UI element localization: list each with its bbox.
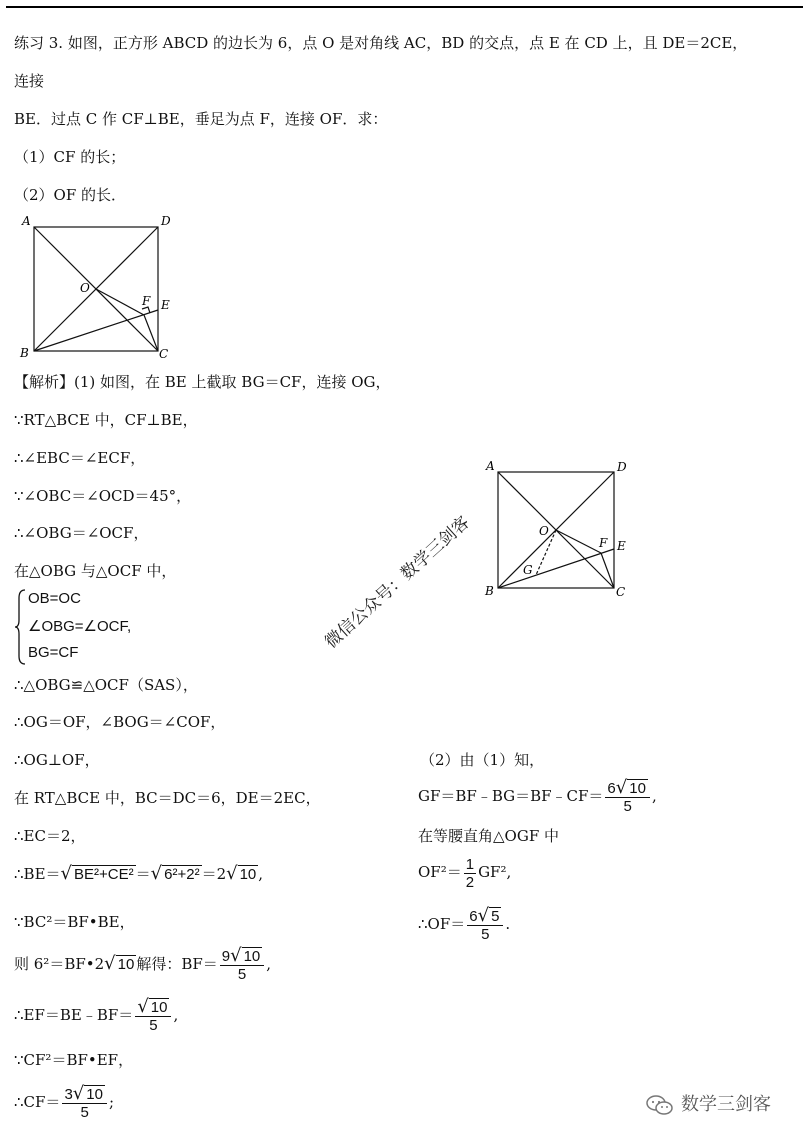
of2-prefix: OF²＝ (418, 863, 462, 881)
label-C: C (616, 585, 626, 599)
sqrt-symbol: √ (615, 777, 628, 798)
problem-line-1: 练习 3. 如图，正方形 ABCD 的边长为 6，点 O 是对角线 AC，BD 的交点，点 E 在 CD 上，且 DE＝2CE， (14, 34, 748, 52)
solution-line-9: ∴OG⊥OF， (14, 751, 100, 769)
num-radicand: 10 (150, 999, 168, 1016)
system-row-3: BG=CF (28, 644, 79, 661)
fraction-gf (605, 779, 650, 815)
system-row-2: ∠OBG=∠OCF, (28, 618, 132, 635)
fraction-cf (62, 1085, 107, 1121)
sqrt-symbol: √ (477, 905, 490, 926)
equals: ＝ (135, 865, 151, 883)
fraction-half (464, 856, 476, 891)
fraction-of (467, 907, 503, 943)
period: . (505, 915, 511, 933)
sqrt-symbol: √ (230, 945, 242, 966)
comma: , (651, 787, 657, 805)
ef-prefix: ∴EF＝BE﹣BF＝ (14, 1006, 134, 1024)
figure-square-2 (482, 458, 632, 603)
watermark-text: 微信公众号：数学三剑客 (321, 512, 474, 653)
label-E: E (617, 539, 626, 553)
be-prefix: ∴BE＝ (14, 865, 61, 883)
solution-line-14 (14, 944, 271, 985)
solution-line-11: ∴EC＝2， (14, 827, 86, 845)
fraction-ef (135, 998, 171, 1034)
sqrt-symbol: √ (104, 953, 116, 974)
num-radicand: 10 (86, 1086, 103, 1103)
num-coef: 6 (469, 908, 478, 925)
label-C: C (159, 347, 169, 361)
num-coef: 9 (221, 948, 231, 965)
denominator: 5 (623, 798, 632, 815)
label-B: B (20, 346, 29, 360)
part2-line-2 (418, 776, 657, 816)
problem-line-3: BE．过点 C 作 CF⊥BE，垂足为点 F，连接 OF．求： (14, 110, 388, 128)
question-1: （1）CF 的长； (14, 148, 126, 166)
radicand-6-2: 6²+2² (164, 866, 200, 883)
denominator: 5 (237, 966, 247, 983)
of-prefix: ∴OF＝ (418, 915, 466, 933)
system-row-1: OB=OC (28, 590, 81, 607)
brand-name: 数学三剑客 (681, 1094, 771, 1115)
brand-footer (645, 1090, 771, 1116)
num-radicand: 10 (243, 948, 261, 965)
solve-text: 解得：BF＝ (136, 955, 218, 973)
cf-prefix: ∴CF＝ (14, 1093, 61, 1111)
solution-line-12 (14, 864, 263, 885)
label-O: O (80, 281, 90, 295)
denominator: 5 (481, 926, 490, 943)
label-D: D (161, 214, 171, 228)
num-radicand: 10 (629, 780, 646, 797)
figure-square-1 (14, 212, 184, 362)
comma: , (173, 1006, 179, 1024)
top-rule (6, 6, 803, 8)
gf-prefix: GF＝BF﹣BG＝BF﹣CF＝ (418, 787, 604, 805)
solution-line-1: 【解析】(1) 如图，在 BE 上截取 BG＝CF，连接 OG， (14, 373, 391, 391)
solution-line-6: 在△OBG 与△OCF 中， (14, 562, 177, 580)
solution-line-5: ∴∠OBG＝∠OCF， (14, 524, 149, 542)
sqrt-symbol: √ (137, 996, 149, 1017)
semicolon: ; (108, 1093, 115, 1111)
radicand-be-ce: BE²+CE² (74, 866, 134, 883)
sqrt-symbol: √ (226, 863, 238, 884)
part2-line-1: （2）由（1）知， (420, 751, 545, 769)
sqrt-symbol: √ (150, 863, 163, 884)
label-A: A (486, 459, 495, 473)
solution-line-7: ∴△OBG≌△OCF（SAS）， (14, 676, 198, 694)
label-D: D (617, 460, 627, 474)
radicand-10: 10 (117, 956, 135, 973)
sqrt-symbol: √ (60, 863, 73, 884)
label-F: F (599, 536, 608, 550)
gf2-suffix: GF², (478, 863, 512, 881)
bf-eq-prefix: 则 6²＝BF•2 (14, 955, 105, 973)
sqrt-symbol: √ (72, 1083, 85, 1104)
solution-line-3: ∴∠EBC＝∠ECF， (14, 449, 146, 467)
radicand-10: 10 (239, 866, 257, 883)
label-A: A (22, 214, 31, 228)
solution-line-4: ∵∠OBC＝∠OCD＝45°， (14, 487, 192, 505)
comma: , (266, 955, 272, 973)
denominator: 5 (149, 1017, 158, 1034)
numerator: 1 (465, 855, 475, 873)
label-B: B (485, 584, 494, 598)
left-brace (14, 588, 28, 666)
wechat-icon (645, 1094, 675, 1116)
num-coef: 6 (607, 780, 616, 797)
label-F: F (142, 294, 151, 308)
label-E: E (161, 298, 170, 312)
equals-coef: ＝2 (201, 865, 227, 883)
solution-line-2: ∵RT△BCE 中，CF⊥BE， (14, 411, 198, 429)
part2-line-4 (418, 852, 511, 892)
question-2: （2）OF 的长． (14, 186, 127, 204)
solution-line-13: ∵BC²＝BF•BE， (14, 913, 135, 931)
solution-line-8: ∴OG＝OF，∠BOG＝∠COF， (14, 713, 226, 731)
part2-line-5 (418, 904, 510, 944)
label-G: G (523, 563, 533, 577)
comma: , (258, 865, 264, 883)
denominator: 5 (80, 1104, 89, 1121)
solution-line-10: 在 RT△BCE 中，BC＝DC＝6，DE＝2EC， (14, 789, 321, 807)
label-O: O (539, 524, 549, 538)
equation-system (14, 588, 214, 666)
solution-line-16: ∵CF²＝BF•EF， (14, 1051, 134, 1069)
num-radicand: 5 (491, 908, 500, 925)
solution-line-15 (14, 995, 178, 1035)
denominator: 2 (465, 873, 475, 891)
num-coef: 3 (64, 1086, 73, 1103)
problem-line-2: 连接 (14, 72, 45, 90)
solution-line-17 (14, 1082, 114, 1122)
fraction-bf (220, 947, 265, 983)
part2-line-3: 在等腰直角△OGF 中 (418, 827, 559, 845)
